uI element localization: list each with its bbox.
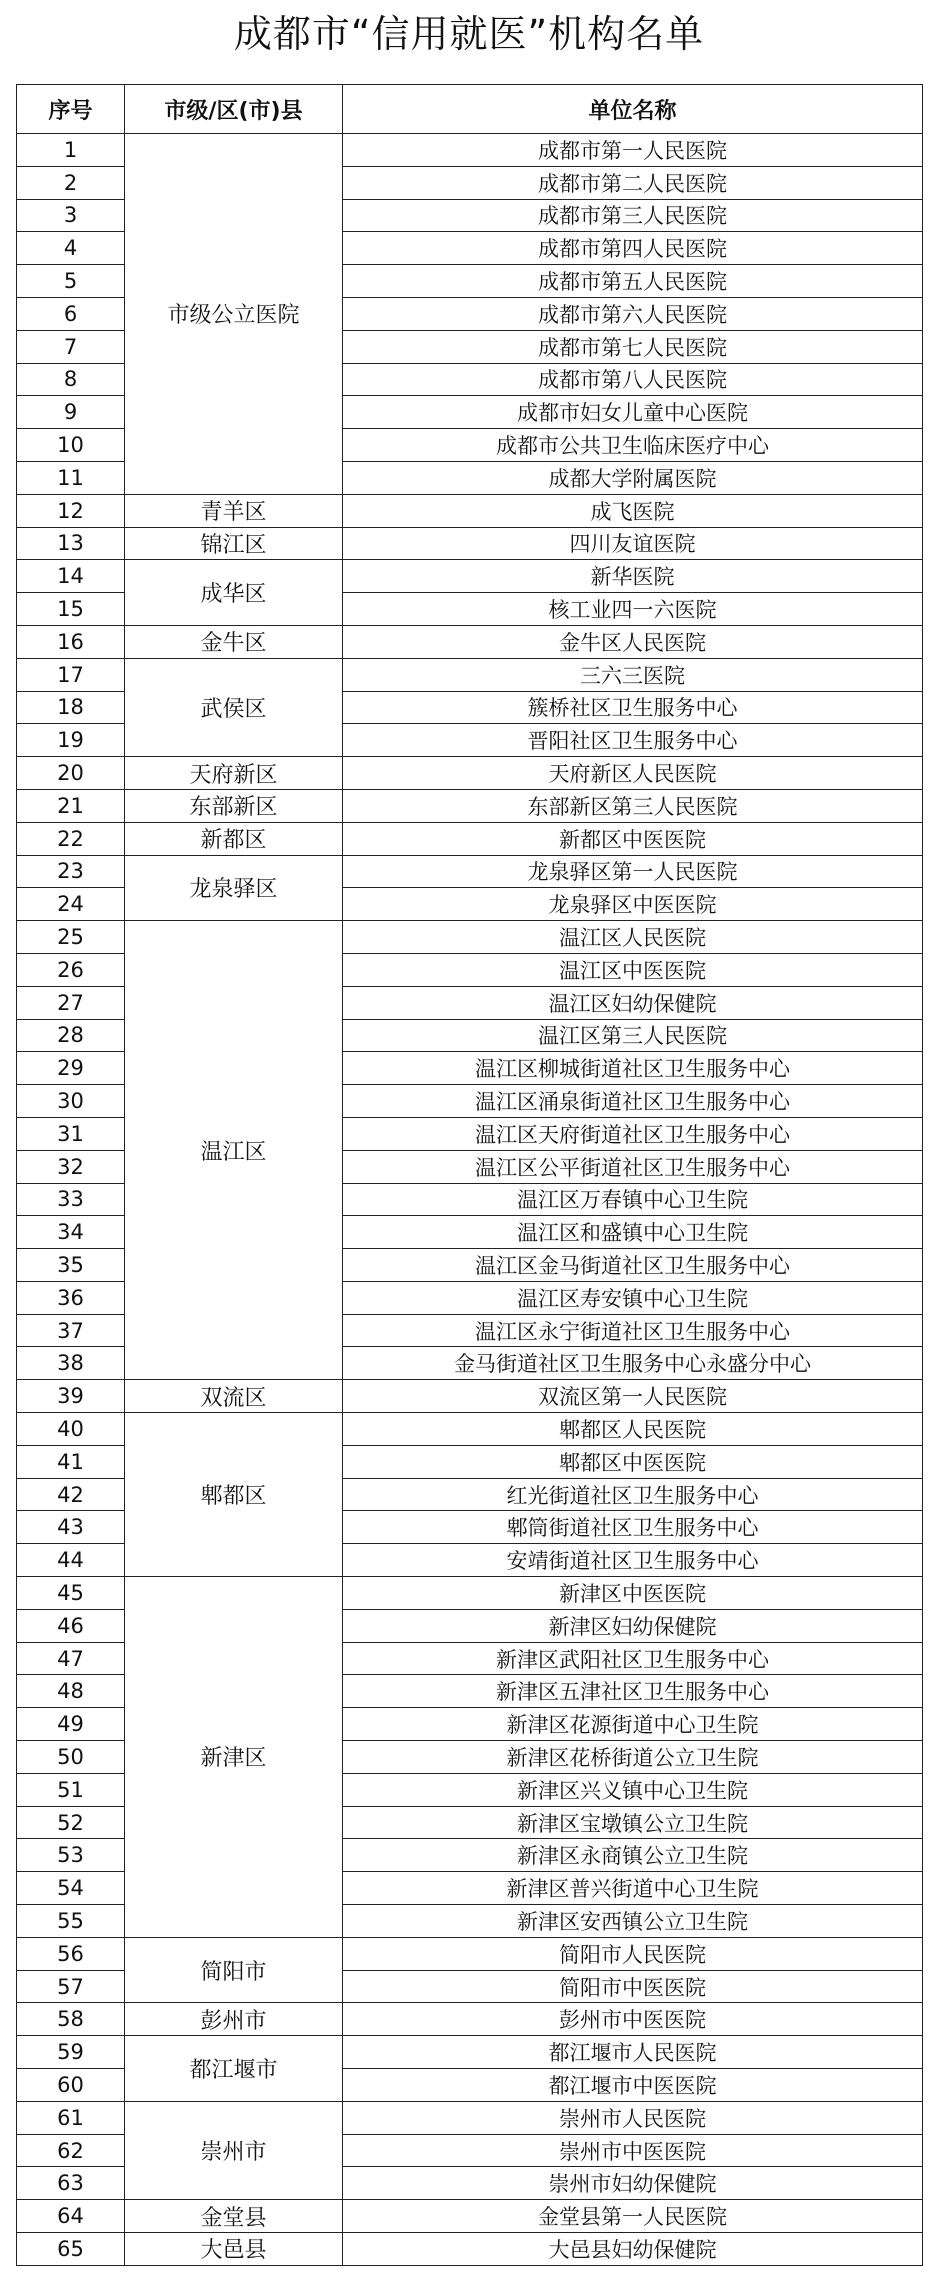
row-index-cell: 29 — [17, 1052, 125, 1085]
row-index-cell: 50 — [17, 1741, 125, 1774]
institution-name-cell: 新津区妇幼保健院 — [343, 1609, 923, 1642]
header-district: 市级/区(市)县 — [125, 85, 343, 134]
institution-table — [16, 84, 923, 2266]
table-row — [17, 2200, 923, 2233]
row-index-cell: 22 — [17, 822, 125, 855]
district-cell: 金牛区 — [125, 625, 343, 658]
header-institution-name: 单位名称 — [343, 85, 923, 134]
institution-name-cell: 简阳市人民医院 — [343, 1937, 923, 1970]
institution-name-cell: 成都市妇女儿童中心医院 — [343, 396, 923, 429]
institution-name-cell: 崇州市妇幼保健院 — [343, 2167, 923, 2200]
institution-name-cell: 新津区普兴街道中心卫生院 — [343, 1872, 923, 1905]
district-cell: 郫都区 — [125, 1413, 343, 1577]
row-index-cell: 41 — [17, 1445, 125, 1478]
district-cell: 金堂县 — [125, 2200, 343, 2233]
row-index-cell: 2 — [17, 166, 125, 199]
row-index-cell: 42 — [17, 1478, 125, 1511]
district-cell: 崇州市 — [125, 2101, 343, 2199]
row-index-cell: 48 — [17, 1675, 125, 1708]
institution-name-cell: 成都大学附属医院 — [343, 461, 923, 494]
table-row — [17, 625, 923, 658]
institution-name-cell: 大邑县妇幼保健院 — [343, 2233, 923, 2266]
row-index-cell: 37 — [17, 1314, 125, 1347]
institution-name-cell: 彭州市中医医院 — [343, 2003, 923, 2036]
table-row — [17, 658, 923, 691]
institution-name-cell: 郫都区中医医院 — [343, 1445, 923, 1478]
row-index-cell: 24 — [17, 888, 125, 921]
row-index-cell: 18 — [17, 691, 125, 724]
institution-name-cell: 成都市第七人民医院 — [343, 330, 923, 363]
institution-name-cell: 成都市第八人民医院 — [343, 363, 923, 396]
row-index-cell: 13 — [17, 527, 125, 560]
table-row — [17, 1380, 923, 1413]
row-index-cell: 43 — [17, 1511, 125, 1544]
row-index-cell: 1 — [17, 134, 125, 167]
district-cell: 武侯区 — [125, 658, 343, 756]
institution-name-cell: 新津区永商镇公立卫生院 — [343, 1839, 923, 1872]
row-index-cell: 57 — [17, 1970, 125, 2003]
row-index-cell: 26 — [17, 953, 125, 986]
institution-name-cell: 金堂县第一人民医院 — [343, 2200, 923, 2233]
row-index-cell: 63 — [17, 2167, 125, 2200]
row-index-cell: 5 — [17, 265, 125, 298]
row-index-cell: 49 — [17, 1708, 125, 1741]
table-row — [17, 527, 923, 560]
row-index-cell: 25 — [17, 921, 125, 954]
row-index-cell: 54 — [17, 1872, 125, 1905]
row-index-cell: 35 — [17, 1249, 125, 1282]
institution-name-cell: 成都市第六人民医院 — [343, 297, 923, 330]
institution-name-cell: 双流区第一人民医院 — [343, 1380, 923, 1413]
table-row — [17, 134, 923, 167]
row-index-cell: 9 — [17, 396, 125, 429]
institution-name-cell: 新津区中医医院 — [343, 1577, 923, 1610]
row-index-cell: 21 — [17, 789, 125, 822]
row-index-cell: 61 — [17, 2101, 125, 2134]
row-index-cell: 32 — [17, 1150, 125, 1183]
row-index-cell: 4 — [17, 232, 125, 265]
table-row — [17, 2036, 923, 2069]
institution-name-cell: 东部新区第三人民医院 — [343, 789, 923, 822]
institution-name-cell: 核工业四一六医院 — [343, 593, 923, 626]
district-cell: 温江区 — [125, 921, 343, 1380]
row-index-cell: 47 — [17, 1642, 125, 1675]
table-row — [17, 757, 923, 790]
institution-name-cell: 温江区公平街道社区卫生服务中心 — [343, 1150, 923, 1183]
district-cell: 大邑县 — [125, 2233, 343, 2266]
institution-name-cell: 成都市第四人民医院 — [343, 232, 923, 265]
row-index-cell: 60 — [17, 2069, 125, 2102]
row-index-cell: 52 — [17, 1806, 125, 1839]
institution-name-cell: 新津区五津社区卫生服务中心 — [343, 1675, 923, 1708]
table-row — [17, 560, 923, 593]
table-row — [17, 1413, 923, 1446]
institution-name-cell: 成都市第二人民医院 — [343, 166, 923, 199]
institution-name-cell: 新津区武阳社区卫生服务中心 — [343, 1642, 923, 1675]
institution-name-cell: 温江区万春镇中心卫生院 — [343, 1183, 923, 1216]
institution-name-cell: 新华医院 — [343, 560, 923, 593]
institution-name-cell: 郫筒街道社区卫生服务中心 — [343, 1511, 923, 1544]
row-index-cell: 65 — [17, 2233, 125, 2266]
row-index-cell: 8 — [17, 363, 125, 396]
row-index-cell: 30 — [17, 1085, 125, 1118]
row-index-cell: 59 — [17, 2036, 125, 2069]
institution-name-cell: 郫都区人民医院 — [343, 1413, 923, 1446]
row-index-cell: 28 — [17, 1019, 125, 1052]
institution-name-cell: 温江区妇幼保健院 — [343, 986, 923, 1019]
row-index-cell: 56 — [17, 1937, 125, 1970]
institution-name-cell: 温江区永宁街道社区卫生服务中心 — [343, 1314, 923, 1347]
row-index-cell: 40 — [17, 1413, 125, 1446]
institution-name-cell: 安靖街道社区卫生服务中心 — [343, 1544, 923, 1577]
district-cell: 青羊区 — [125, 494, 343, 527]
table-row — [17, 1577, 923, 1610]
institution-name-cell: 龙泉驿区中医医院 — [343, 888, 923, 921]
row-index-cell: 53 — [17, 1839, 125, 1872]
table-header-row — [17, 85, 923, 134]
institution-name-cell: 崇州市人民医院 — [343, 2101, 923, 2134]
institution-name-cell: 都江堰市中医医院 — [343, 2069, 923, 2102]
district-cell: 市级公立医院 — [125, 134, 343, 495]
institution-name-cell: 金牛区人民医院 — [343, 625, 923, 658]
row-index-cell: 55 — [17, 1905, 125, 1938]
row-index-cell: 11 — [17, 461, 125, 494]
institution-name-cell: 成都市公共卫生临床医疗中心 — [343, 429, 923, 462]
institution-name-cell: 成都市第三人民医院 — [343, 199, 923, 232]
institution-name-cell: 温江区人民医院 — [343, 921, 923, 954]
row-index-cell: 3 — [17, 199, 125, 232]
institution-name-cell: 簇桥社区卫生服务中心 — [343, 691, 923, 724]
institution-name-cell: 成都市第一人民医院 — [343, 134, 923, 167]
institution-name-cell: 温江区和盛镇中心卫生院 — [343, 1216, 923, 1249]
row-index-cell: 39 — [17, 1380, 125, 1413]
institution-name-cell: 简阳市中医医院 — [343, 1970, 923, 2003]
table-row — [17, 822, 923, 855]
district-cell: 新都区 — [125, 822, 343, 855]
row-index-cell: 6 — [17, 297, 125, 330]
institution-name-cell: 三六三医院 — [343, 658, 923, 691]
row-index-cell: 38 — [17, 1347, 125, 1380]
table-row — [17, 2233, 923, 2266]
institution-name-cell: 新津区兴义镇中心卫生院 — [343, 1773, 923, 1806]
table-row — [17, 1937, 923, 1970]
institution-name-cell: 成飞医院 — [343, 494, 923, 527]
institution-name-cell: 温江区涌泉街道社区卫生服务中心 — [343, 1085, 923, 1118]
institution-name-cell: 崇州市中医医院 — [343, 2134, 923, 2167]
row-index-cell: 46 — [17, 1609, 125, 1642]
row-index-cell: 19 — [17, 724, 125, 757]
table-row — [17, 494, 923, 527]
institution-name-cell: 四川友谊医院 — [343, 527, 923, 560]
header-index: 序号 — [17, 85, 125, 134]
row-index-cell: 20 — [17, 757, 125, 790]
district-cell: 成华区 — [125, 560, 343, 626]
institution-name-cell: 新津区花桥街道公立卫生院 — [343, 1741, 923, 1774]
table-row — [17, 789, 923, 822]
row-index-cell: 58 — [17, 2003, 125, 2036]
district-cell: 新津区 — [125, 1577, 343, 1938]
institution-name-cell: 晋阳社区卫生服务中心 — [343, 724, 923, 757]
row-index-cell: 12 — [17, 494, 125, 527]
district-cell: 都江堰市 — [125, 2036, 343, 2102]
row-index-cell: 15 — [17, 593, 125, 626]
district-cell: 龙泉驿区 — [125, 855, 343, 921]
institution-name-cell: 温江区寿安镇中心卫生院 — [343, 1281, 923, 1314]
row-index-cell: 45 — [17, 1577, 125, 1610]
row-index-cell: 16 — [17, 625, 125, 658]
district-cell: 锦江区 — [125, 527, 343, 560]
row-index-cell: 62 — [17, 2134, 125, 2167]
table-body — [17, 134, 923, 2266]
row-index-cell: 23 — [17, 855, 125, 888]
institution-name-cell: 龙泉驿区第一人民医院 — [343, 855, 923, 888]
institution-name-cell: 新津区安西镇公立卫生院 — [343, 1905, 923, 1938]
institution-name-cell: 新津区花源街道中心卫生院 — [343, 1708, 923, 1741]
institution-name-cell: 天府新区人民医院 — [343, 757, 923, 790]
institution-name-cell: 温江区天府街道社区卫生服务中心 — [343, 1117, 923, 1150]
page-title: 成都市“信用就医”机构名单 — [233, 12, 705, 56]
row-index-cell: 27 — [17, 986, 125, 1019]
row-index-cell: 36 — [17, 1281, 125, 1314]
district-cell: 简阳市 — [125, 1937, 343, 2003]
institution-name-cell: 红光街道社区卫生服务中心 — [343, 1478, 923, 1511]
table-row — [17, 2101, 923, 2134]
institution-name-cell: 温江区中医医院 — [343, 953, 923, 986]
row-index-cell: 64 — [17, 2200, 125, 2233]
institution-name-cell: 成都市第五人民医院 — [343, 265, 923, 298]
table-row — [17, 2003, 923, 2036]
row-index-cell: 44 — [17, 1544, 125, 1577]
table-row — [17, 921, 923, 954]
institution-name-cell: 新津区宝墩镇公立卫生院 — [343, 1806, 923, 1839]
district-cell: 双流区 — [125, 1380, 343, 1413]
institution-name-cell: 温江区金马街道社区卫生服务中心 — [343, 1249, 923, 1282]
institution-name-cell: 新都区中医医院 — [343, 822, 923, 855]
row-index-cell: 17 — [17, 658, 125, 691]
institution-name-cell: 温江区第三人民医院 — [343, 1019, 923, 1052]
row-index-cell: 33 — [17, 1183, 125, 1216]
institution-name-cell: 温江区柳城街道社区卫生服务中心 — [343, 1052, 923, 1085]
row-index-cell: 10 — [17, 429, 125, 462]
table-row — [17, 855, 923, 888]
row-index-cell: 14 — [17, 560, 125, 593]
district-cell: 彭州市 — [125, 2003, 343, 2036]
district-cell: 东部新区 — [125, 789, 343, 822]
row-index-cell: 7 — [17, 330, 125, 363]
row-index-cell: 51 — [17, 1773, 125, 1806]
district-cell: 天府新区 — [125, 757, 343, 790]
institution-name-cell: 金马街道社区卫生服务中心永盛分中心 — [343, 1347, 923, 1380]
institution-name-cell: 都江堰市人民医院 — [343, 2036, 923, 2069]
row-index-cell: 31 — [17, 1117, 125, 1150]
row-index-cell: 34 — [17, 1216, 125, 1249]
